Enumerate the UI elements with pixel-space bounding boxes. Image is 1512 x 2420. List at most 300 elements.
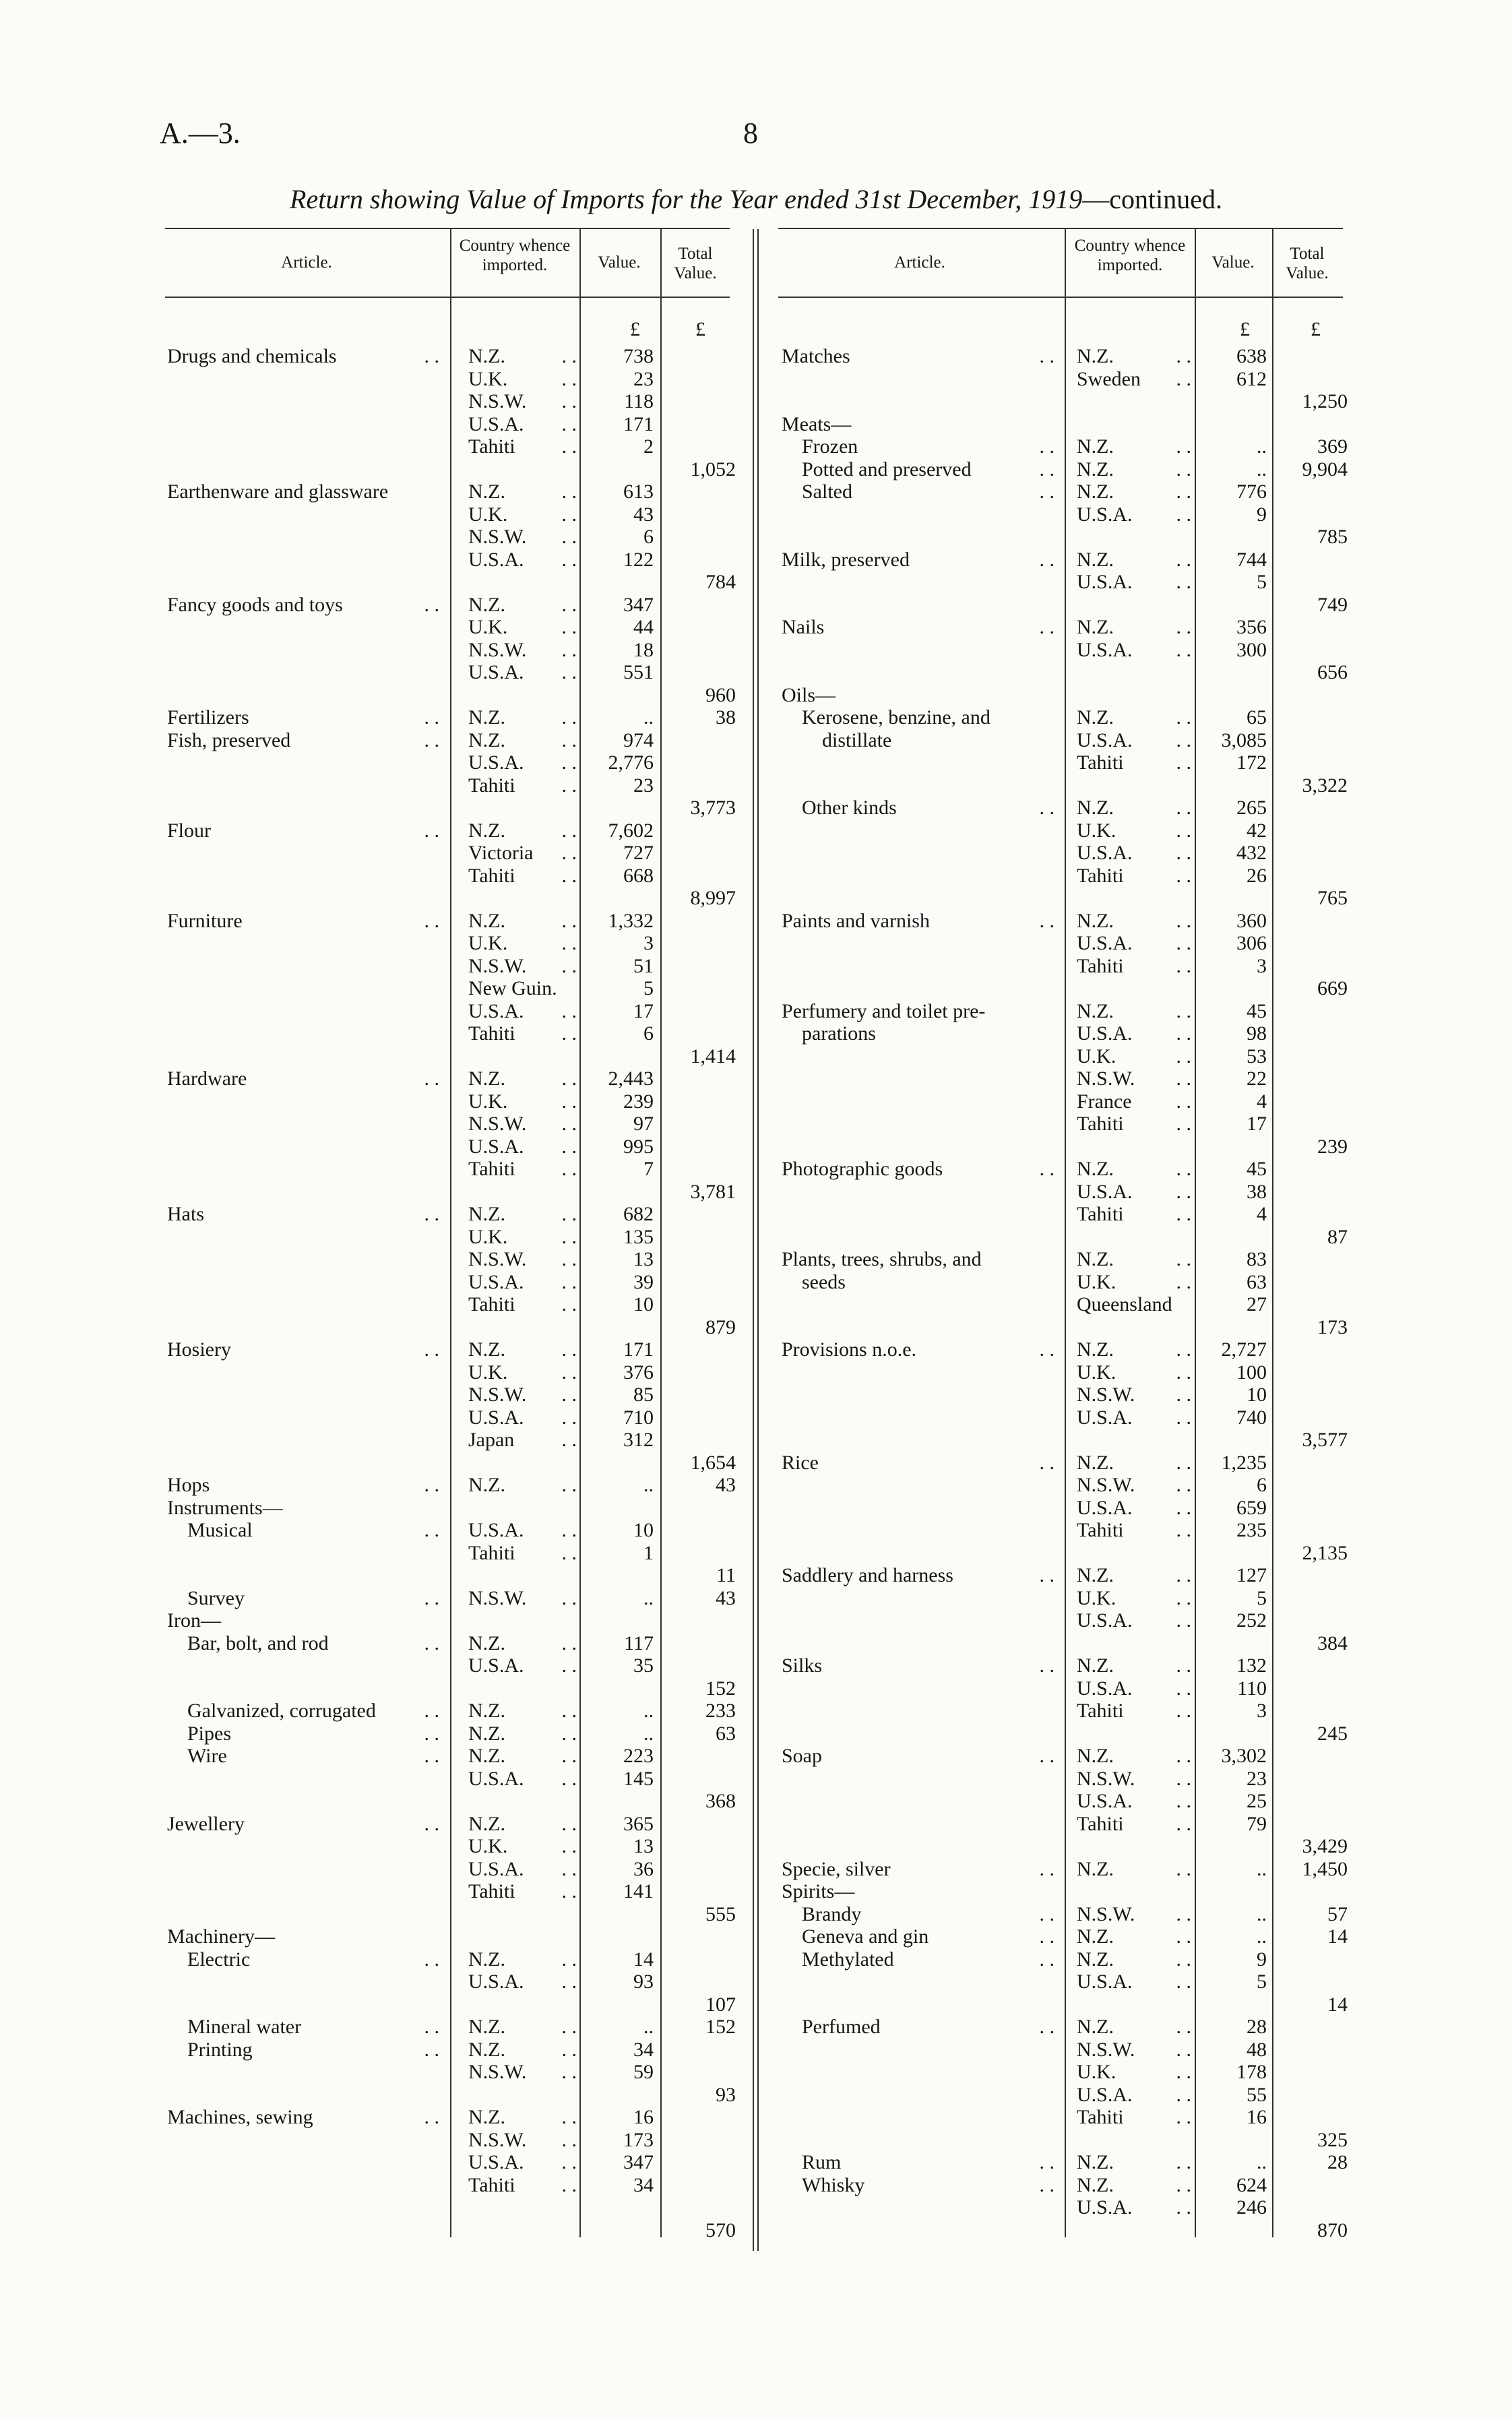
- country-leader-dots: . .: [561, 1113, 577, 1135]
- country-leader-dots: . .: [561, 1835, 577, 1857]
- country-name: N.Z.: [1077, 1564, 1114, 1586]
- total-value: 555: [705, 1902, 736, 1925]
- import-value: 43: [633, 503, 654, 526]
- country-leader-dots: . .: [561, 2106, 577, 2128]
- page-number: 8: [743, 117, 758, 150]
- country-leader-dots: . .: [1176, 548, 1191, 571]
- country-name: U.S.A.: [468, 1857, 524, 1880]
- article-name: Electric: [187, 1948, 251, 1971]
- article-name: Spirits—: [782, 1880, 855, 1902]
- total-value: 784: [705, 571, 736, 593]
- import-value: 668: [623, 864, 654, 887]
- left-header-country: Country whence imported.: [459, 237, 571, 274]
- country-leader-dots: . .: [1176, 1519, 1191, 1541]
- article-name: Iron—: [167, 1609, 221, 1632]
- import-value: 93: [633, 1971, 654, 1993]
- country-name: N.Z.: [1077, 1248, 1114, 1270]
- country-leader-dots: . .: [561, 1270, 577, 1293]
- import-value: 974: [623, 728, 654, 751]
- country-leader-dots: . .: [1176, 1022, 1191, 1045]
- leader-dots: . .: [1039, 1564, 1054, 1586]
- country-name: U.S.A.: [1077, 932, 1133, 954]
- total-value: 879: [705, 1315, 736, 1338]
- total-value: 669: [1317, 977, 1348, 999]
- country-name: U.S.A.: [1077, 2083, 1133, 2106]
- country-leader-dots: . .: [1176, 1451, 1191, 1474]
- leader-dots: . .: [1039, 1338, 1054, 1361]
- leader-dots: . .: [1039, 548, 1054, 571]
- total-value: 960: [705, 683, 736, 706]
- import-value: 85: [633, 1384, 654, 1406]
- article-name: Plants, trees, shrubs, and: [782, 1248, 982, 1270]
- leader-dots: . .: [424, 1203, 439, 1225]
- import-value: 38: [1247, 1180, 1267, 1203]
- import-value: 659: [1236, 1496, 1267, 1519]
- country-leader-dots: . .: [1176, 1406, 1191, 1429]
- total-value: 785: [1317, 526, 1348, 548]
- leader-dots: . .: [1039, 909, 1054, 932]
- right-header-value: Value.: [1211, 253, 1255, 272]
- leader-dots: . .: [424, 1948, 439, 1971]
- article-name: parations: [802, 1022, 876, 1045]
- country-leader-dots: . .: [1176, 864, 1191, 887]
- import-value: 172: [1236, 751, 1267, 774]
- country-leader-dots: . .: [1176, 367, 1191, 390]
- country-name: Tahiti: [468, 435, 515, 458]
- country-name: Tahiti: [468, 1293, 515, 1315]
- import-value: 65: [1247, 706, 1267, 728]
- import-value: 22: [1247, 1067, 1267, 1090]
- country-leader-dots: . .: [561, 1090, 577, 1113]
- leader-dots: . .: [424, 819, 439, 842]
- import-value: 17: [633, 999, 654, 1022]
- country-leader-dots: . .: [561, 480, 577, 503]
- country-leader-dots: . .: [561, 999, 577, 1022]
- country-name: Tahiti: [468, 774, 515, 797]
- country-name: N.S.W.: [468, 1113, 527, 1135]
- country-leader-dots: . .: [1176, 2016, 1191, 2038]
- total-value: 93: [716, 2083, 736, 2106]
- import-value: 365: [623, 1812, 654, 1835]
- import-value: 2,776: [608, 751, 654, 774]
- country-leader-dots: . .: [1176, 797, 1191, 819]
- import-value: 6: [643, 526, 654, 548]
- country-name: Japan: [468, 1429, 515, 1451]
- country-leader-dots: . .: [1176, 1270, 1191, 1293]
- country-name: N.Z.: [1077, 458, 1114, 480]
- leader-dots: . .: [1039, 1902, 1054, 1925]
- leader-dots: . .: [424, 1519, 439, 1541]
- country-leader-dots: . .: [1176, 1745, 1191, 1767]
- import-value: 51: [633, 954, 654, 977]
- left-total-pound: £: [695, 318, 705, 340]
- import-value: 53: [1247, 1045, 1267, 1067]
- import-value: 3,302: [1221, 1745, 1267, 1767]
- country-name: N.Z.: [1077, 548, 1114, 571]
- country-name: N.Z.: [1077, 616, 1114, 638]
- country-leader-dots: . .: [561, 1384, 577, 1406]
- leader-dots: . .: [1039, 2173, 1054, 2196]
- total-value: 9,904: [1302, 458, 1348, 480]
- country-leader-dots: . .: [1176, 1767, 1191, 1790]
- left-value-pound: £: [630, 318, 640, 340]
- import-value: 36: [633, 1857, 654, 1880]
- country-leader-dots: . .: [1176, 480, 1191, 503]
- left-header-article: Article.: [281, 253, 332, 272]
- total-value: 3,781: [690, 1180, 736, 1203]
- import-value: 1,332: [608, 909, 654, 932]
- total-value: 1,654: [690, 1451, 736, 1474]
- leader-dots: . .: [424, 1812, 439, 1835]
- import-value: 10: [633, 1293, 654, 1315]
- article-name: Matches: [782, 345, 850, 367]
- article-name: Hardware: [167, 1067, 247, 1090]
- import-value: 171: [623, 412, 654, 435]
- country-leader-dots: . .: [1176, 751, 1191, 774]
- country-leader-dots: . .: [561, 435, 577, 458]
- total-value: 14: [1327, 1993, 1348, 2016]
- total-value: 3,322: [1302, 774, 1348, 797]
- import-value: 356: [1236, 616, 1267, 638]
- country-name: Tahiti: [1077, 1700, 1124, 1722]
- import-value: 17: [1247, 1113, 1267, 1135]
- country-leader-dots: . .: [561, 1067, 577, 1090]
- import-value: 178: [1236, 2061, 1267, 2083]
- leader-dots: . .: [1039, 345, 1054, 367]
- article-name: Instruments—: [167, 1496, 283, 1519]
- right-header-article: Article.: [894, 253, 945, 272]
- country-leader-dots: . .: [1176, 2106, 1191, 2128]
- right-value-pound: £: [1240, 318, 1250, 340]
- import-value: 122: [623, 548, 654, 571]
- country-name: N.Z.: [1077, 2016, 1114, 2038]
- country-leader-dots: . .: [1176, 1045, 1191, 1067]
- country-name: U.S.A.: [1077, 728, 1133, 751]
- country-leader-dots: . .: [561, 2061, 577, 2083]
- country-name: N.Z.: [1077, 1338, 1114, 1361]
- country-name: N.Z.: [468, 706, 505, 728]
- country-leader-dots: . .: [561, 1022, 577, 1045]
- import-value: 360: [1236, 909, 1267, 932]
- total-value: 384: [1317, 1632, 1348, 1654]
- country-name: N.Z.: [1077, 480, 1114, 503]
- country-leader-dots: . .: [1176, 2083, 1191, 2106]
- leader-dots: . .: [424, 1067, 439, 1090]
- import-value: ..: [643, 1700, 654, 1722]
- country-name: N.S.W.: [468, 954, 527, 977]
- import-value: 252: [1236, 1609, 1267, 1632]
- country-leader-dots: . .: [1176, 1925, 1191, 1948]
- country-name: Tahiti: [1077, 954, 1124, 977]
- country-name: N.S.W.: [1077, 1384, 1135, 1406]
- country-name: U.S.A.: [1077, 1609, 1133, 1632]
- country-name: N.Z.: [468, 1067, 505, 1090]
- country-leader-dots: . .: [1176, 1677, 1191, 1700]
- country-name: N.Z.: [468, 909, 505, 932]
- country-leader-dots: . .: [1176, 2173, 1191, 2196]
- country-leader-dots: . .: [1176, 1902, 1191, 1925]
- country-leader-dots: . .: [1176, 932, 1191, 954]
- leader-dots: . .: [424, 2106, 439, 2128]
- country-leader-dots: . .: [561, 751, 577, 774]
- country-name: N.Z.: [1077, 1948, 1114, 1971]
- country-name: U.S.A.: [468, 1135, 524, 1158]
- country-leader-dots: . .: [561, 1135, 577, 1158]
- country-name: U.K.: [1077, 1045, 1116, 1067]
- country-name: U.K.: [1077, 1270, 1116, 1293]
- leader-dots: . .: [424, 2016, 439, 2038]
- country-name: U.K.: [468, 503, 508, 526]
- country-name: N.Z.: [1077, 1654, 1114, 1677]
- country-name: Queensland: [1077, 1293, 1172, 1315]
- import-value: 34: [633, 2173, 654, 2196]
- title-main: Return showing Value of Imports for the Year ended 31st December, 1919: [290, 184, 1083, 214]
- import-value: 13: [633, 1248, 654, 1270]
- import-value: 551: [623, 661, 654, 683]
- import-value: ..: [643, 2016, 654, 2038]
- leader-dots: . .: [424, 593, 439, 616]
- country-name: U.S.A.: [1077, 1022, 1133, 1045]
- country-leader-dots: . .: [1176, 728, 1191, 751]
- import-value: 2,443: [608, 1067, 654, 1090]
- country-leader-dots: . .: [1176, 1564, 1191, 1586]
- country-leader-dots: . .: [1176, 1790, 1191, 1812]
- import-value: 39: [633, 1270, 654, 1293]
- article-name: Fertilizers: [167, 706, 249, 728]
- country-leader-dots: . .: [561, 1338, 577, 1361]
- country-name: N.Z.: [468, 728, 505, 751]
- article-name: Provisions n.o.e.: [782, 1338, 917, 1361]
- article-name: Brandy: [802, 1902, 862, 1925]
- page-reference: A.—3.: [160, 117, 241, 150]
- country-name: N.Z.: [1077, 1158, 1114, 1180]
- country-leader-dots: . .: [561, 1406, 577, 1429]
- country-leader-dots: . .: [561, 2016, 577, 2038]
- total-value: 63: [716, 1722, 736, 1745]
- import-value: 28: [1247, 2016, 1267, 2038]
- country-leader-dots: . .: [561, 1948, 577, 1971]
- article-name: Machinery—: [167, 1925, 275, 1948]
- import-value: 10: [633, 1519, 654, 1541]
- import-value: 145: [623, 1767, 654, 1790]
- country-name: N.Z.: [468, 2106, 505, 2128]
- country-leader-dots: . .: [561, 1654, 577, 1677]
- country-name: U.K.: [1077, 819, 1116, 842]
- country-leader-dots: . .: [561, 1203, 577, 1225]
- article-name: Furniture: [167, 909, 243, 932]
- import-value: 776: [1236, 480, 1267, 503]
- country-name: U.S.A.: [468, 412, 524, 435]
- leader-dots: . .: [1039, 480, 1054, 503]
- country-leader-dots: . .: [561, 1745, 577, 1767]
- country-name: U.S.A.: [1077, 1790, 1133, 1812]
- total-value: 749: [1317, 593, 1348, 616]
- country-name: Tahiti: [1077, 1203, 1124, 1225]
- import-value: 97: [633, 1113, 654, 1135]
- country-name: N.Z.: [468, 2038, 505, 2061]
- import-value: 5: [1257, 571, 1267, 593]
- import-value: 7: [643, 1158, 654, 1180]
- leader-dots: . .: [424, 706, 439, 728]
- total-value: 3,429: [1302, 1835, 1348, 1857]
- import-value: 100: [1236, 1361, 1267, 1384]
- country-name: U.K.: [468, 1835, 508, 1857]
- import-value: 6: [643, 1022, 654, 1045]
- import-value: 624: [1236, 2173, 1267, 2196]
- country-leader-dots: . .: [1176, 1158, 1191, 1180]
- import-value: 710: [623, 1406, 654, 1429]
- total-value: 233: [705, 1700, 736, 1722]
- country-leader-dots: . .: [1176, 2196, 1191, 2219]
- country-leader-dots: . .: [1176, 1654, 1191, 1677]
- leader-dots: . .: [424, 728, 439, 751]
- country-leader-dots: . .: [1176, 1090, 1191, 1113]
- import-value: 127: [1236, 1564, 1267, 1586]
- leader-dots: . .: [1039, 2016, 1054, 2038]
- import-value: 110: [1237, 1677, 1267, 1700]
- import-value: 18: [633, 638, 654, 661]
- total-value: 870: [1317, 2219, 1348, 2241]
- import-value: 141: [623, 1880, 654, 1902]
- country-leader-dots: . .: [1176, 1948, 1191, 1971]
- country-name: N.S.W.: [468, 2128, 527, 2151]
- import-value: ..: [1257, 1902, 1267, 1925]
- article-name: Fish, preserved: [167, 728, 291, 751]
- total-value: 369: [1317, 435, 1348, 458]
- import-value: 744: [1236, 548, 1267, 571]
- import-value: 98: [1247, 1022, 1267, 1045]
- country-name: U.S.A.: [1077, 571, 1133, 593]
- article-name: Frozen: [802, 435, 858, 458]
- country-leader-dots: . .: [1176, 616, 1191, 638]
- article-name: Wire: [187, 1745, 227, 1767]
- total-value: 656: [1317, 661, 1348, 683]
- right-total-pound: £: [1311, 318, 1321, 340]
- country-leader-dots: . .: [1176, 435, 1191, 458]
- article-name: Paints and varnish: [782, 909, 930, 932]
- leader-dots: . .: [424, 1474, 439, 1496]
- import-value: 740: [1236, 1406, 1267, 1429]
- country-leader-dots: . .: [1176, 1857, 1191, 1880]
- country-name: N.Z.: [468, 1203, 505, 1225]
- article-name: Milk, preserved: [782, 548, 910, 571]
- country-name: U.S.A.: [468, 2151, 524, 2173]
- left-header-value: Value.: [598, 253, 641, 272]
- country-name: N.Z.: [468, 1338, 505, 1361]
- leader-dots: . .: [1039, 1925, 1054, 1948]
- import-value: 7,602: [608, 819, 654, 842]
- article-name: Oils—: [782, 683, 836, 706]
- article-name: Musical: [187, 1519, 253, 1541]
- import-value: 171: [623, 1338, 654, 1361]
- article-name: Potted and preserved: [802, 458, 972, 480]
- country-leader-dots: . .: [561, 503, 577, 526]
- country-leader-dots: . .: [561, 706, 577, 728]
- import-value: ..: [1257, 1925, 1267, 1948]
- country-leader-dots: . .: [1176, 1067, 1191, 1090]
- article-name: Jewellery: [167, 1812, 245, 1835]
- country-name: U.S.A.: [468, 999, 524, 1022]
- article-name: Flour: [167, 819, 212, 842]
- country-name: N.Z.: [1077, 1925, 1114, 1948]
- country-leader-dots: . .: [561, 1225, 577, 1248]
- country-name: U.S.A.: [468, 1971, 524, 1993]
- article-name: Other kinds: [802, 797, 897, 819]
- country-name: N.S.W.: [468, 1248, 527, 1270]
- country-name: U.K.: [1077, 1361, 1116, 1384]
- import-value: 34: [633, 2038, 654, 2061]
- country-name: N.S.W.: [1077, 1474, 1135, 1496]
- total-value: 14: [1327, 1925, 1348, 1948]
- country-leader-dots: . .: [1176, 1609, 1191, 1632]
- country-leader-dots: . .: [1176, 1203, 1191, 1225]
- import-value: 13: [633, 1835, 654, 1857]
- country-name: France: [1077, 1090, 1132, 1113]
- import-value: 306: [1236, 932, 1267, 954]
- import-value: 63: [1247, 1270, 1267, 1293]
- country-name: U.S.A.: [468, 548, 524, 571]
- country-name: N.Z.: [1077, 1857, 1114, 1880]
- import-value: 235: [1236, 1519, 1267, 1541]
- article-name: Machines, sewing: [167, 2106, 313, 2128]
- import-value: 45: [1247, 1158, 1267, 1180]
- leader-dots: . .: [1039, 458, 1054, 480]
- country-name: N.Z.: [468, 1745, 505, 1767]
- country-name: Tahiti: [1077, 1113, 1124, 1135]
- import-value: 347: [623, 593, 654, 616]
- country-name: U.S.A.: [468, 1270, 524, 1293]
- country-name: U.K.: [468, 932, 508, 954]
- country-name: N.S.W.: [1077, 1067, 1135, 1090]
- country-name: U.S.A.: [468, 1406, 524, 1429]
- import-value: 223: [623, 1745, 654, 1767]
- country-name: U.S.A.: [468, 1767, 524, 1790]
- import-value: 312: [623, 1429, 654, 1451]
- total-value: 152: [705, 2016, 736, 2038]
- country-leader-dots: . .: [1176, 1180, 1191, 1203]
- import-value: 79: [1247, 1812, 1267, 1835]
- import-value: 45: [1247, 999, 1267, 1022]
- country-leader-dots: . .: [561, 661, 577, 683]
- country-leader-dots: . .: [561, 1857, 577, 1880]
- import-value: 5: [643, 977, 654, 999]
- country-name: N.Z.: [468, 480, 505, 503]
- country-name: N.Z.: [468, 2016, 505, 2038]
- article-name: Bar, bolt, and rod: [187, 1632, 329, 1654]
- article-name: Meats—: [782, 412, 852, 435]
- article-name: Specie, silver: [782, 1857, 891, 1880]
- total-value: 43: [716, 1474, 736, 1496]
- country-leader-dots: . .: [561, 932, 577, 954]
- country-name: U.K.: [468, 367, 508, 390]
- total-value: 239: [1317, 1135, 1348, 1158]
- country-leader-dots: . .: [1176, 2151, 1191, 2173]
- country-leader-dots: . .: [1176, 1474, 1191, 1496]
- leader-dots: . .: [424, 1632, 439, 1654]
- article-name: Rice: [782, 1451, 819, 1474]
- country-leader-dots: . .: [561, 1971, 577, 1993]
- import-value: 27: [1247, 1293, 1267, 1315]
- article-name: Whisky: [802, 2173, 865, 2196]
- import-value: 300: [1236, 638, 1267, 661]
- import-value: 239: [623, 1090, 654, 1113]
- total-value: 1,450: [1302, 1857, 1348, 1880]
- import-value: 14: [633, 1948, 654, 1971]
- country-name: N.S.W.: [1077, 1767, 1135, 1790]
- country-leader-dots: . .: [1176, 503, 1191, 526]
- import-value: 246: [1236, 2196, 1267, 2219]
- country-name: N.Z.: [1077, 797, 1114, 819]
